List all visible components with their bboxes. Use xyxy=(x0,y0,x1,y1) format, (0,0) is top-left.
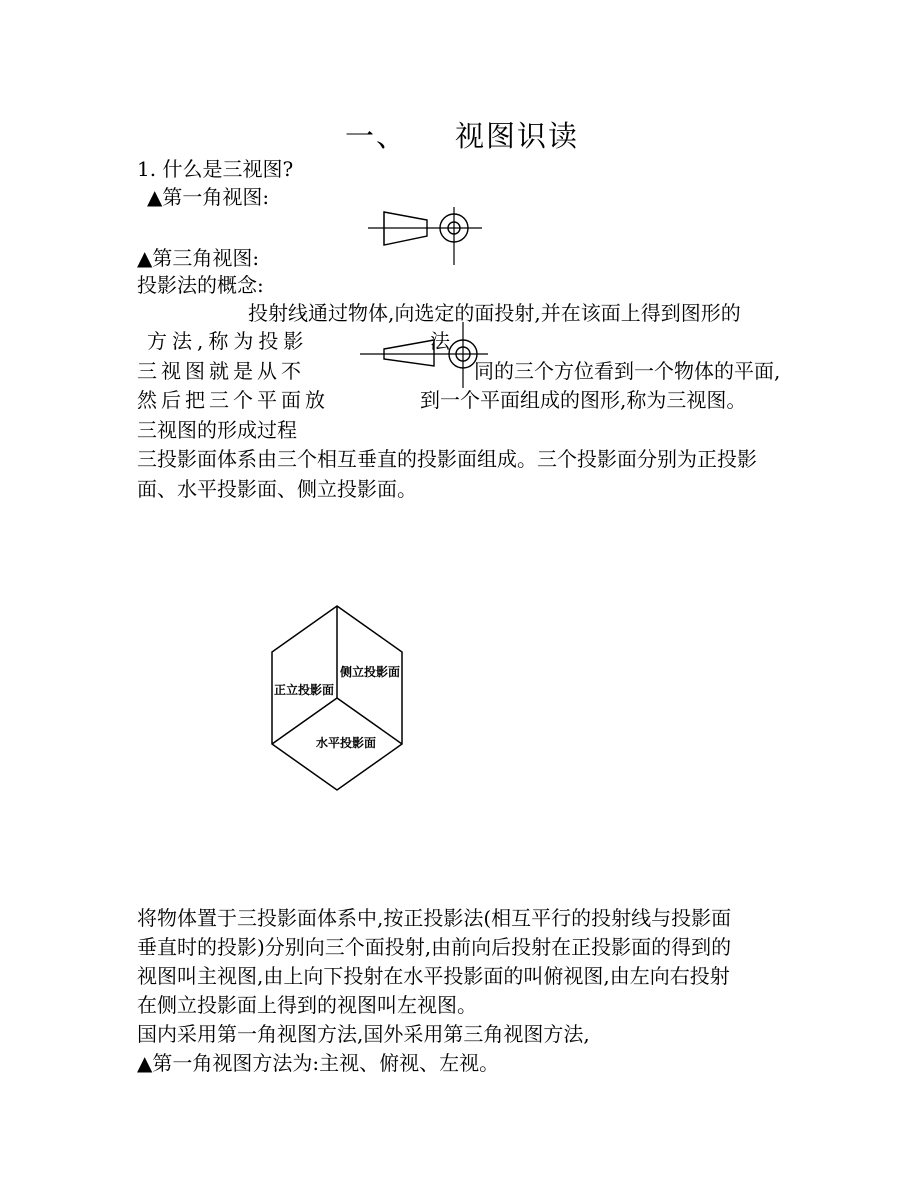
horizontal-plane-label: 水平投影面 xyxy=(316,736,377,750)
system-line2: 面、水平投影面、侧立投影面。 xyxy=(137,477,417,501)
formation-title: 三视图的形成过程 xyxy=(137,418,297,442)
heading-number: 一、 xyxy=(345,119,408,153)
first-angle-label: ▲第一角视图: xyxy=(147,185,270,209)
three-view-line1a: 三视图就是从不 xyxy=(137,359,305,383)
side-plane-label: 侧立投影面 xyxy=(340,665,401,679)
paragraph-line1: 将物体置于三投影面体系中,按正投影法(相互平行的投射线与投影面 xyxy=(137,906,732,930)
first-angle-method: ▲第一角视图方法为:主视、俯视、左视。 xyxy=(137,1051,500,1075)
projection-concept-title: 投影法的概念: xyxy=(137,273,264,297)
paragraph-line2: 垂直时的投影)分别向三个面投射,由前向后投射在正投影面的得到的 xyxy=(137,935,732,959)
domestic-line: 国内采用第一角视图方法,国外采用第三角视图方法, xyxy=(137,1022,590,1046)
paragraph-line3: 视图叫主视图,由上向下投射在水平投影面的叫俯视图,由左向右投射 xyxy=(137,964,730,988)
three-view-line2b: 到一个平面组成的图形,称为三视图。 xyxy=(420,388,747,412)
symbol-frustum xyxy=(384,340,434,366)
projection-definition-line2b: 法 xyxy=(430,329,450,353)
front-plane-label: 正立投影面 xyxy=(274,683,335,697)
projection-definition-line2a: 方法,称为投影 xyxy=(147,329,309,353)
three-view-line2a: 然后把三个平面放 xyxy=(137,388,329,412)
three-view-line1b: 同的三个方位看到一个物体的平面, xyxy=(474,359,781,383)
projection-planes-diagram xyxy=(268,604,408,792)
first-angle-symbol-2 xyxy=(358,320,492,390)
question-1: 1. 什么是三视图? xyxy=(137,157,294,181)
paragraph-line4: 在侧立投影面上得到的视图叫左视图。 xyxy=(137,993,477,1017)
projection-definition-line1: 投射线通过物体,向选定的面投射,并在该面上得到图形的 xyxy=(248,301,741,325)
page-title xyxy=(345,114,579,155)
third-angle-label: ▲第三角视图: xyxy=(137,246,260,270)
system-line1: 三投影面体系由三个相互垂直的投影面组成。三个投影面分别为正投影 xyxy=(137,447,757,471)
heading-text: 视图识读 xyxy=(455,119,580,153)
first-angle-symbol xyxy=(366,205,490,267)
